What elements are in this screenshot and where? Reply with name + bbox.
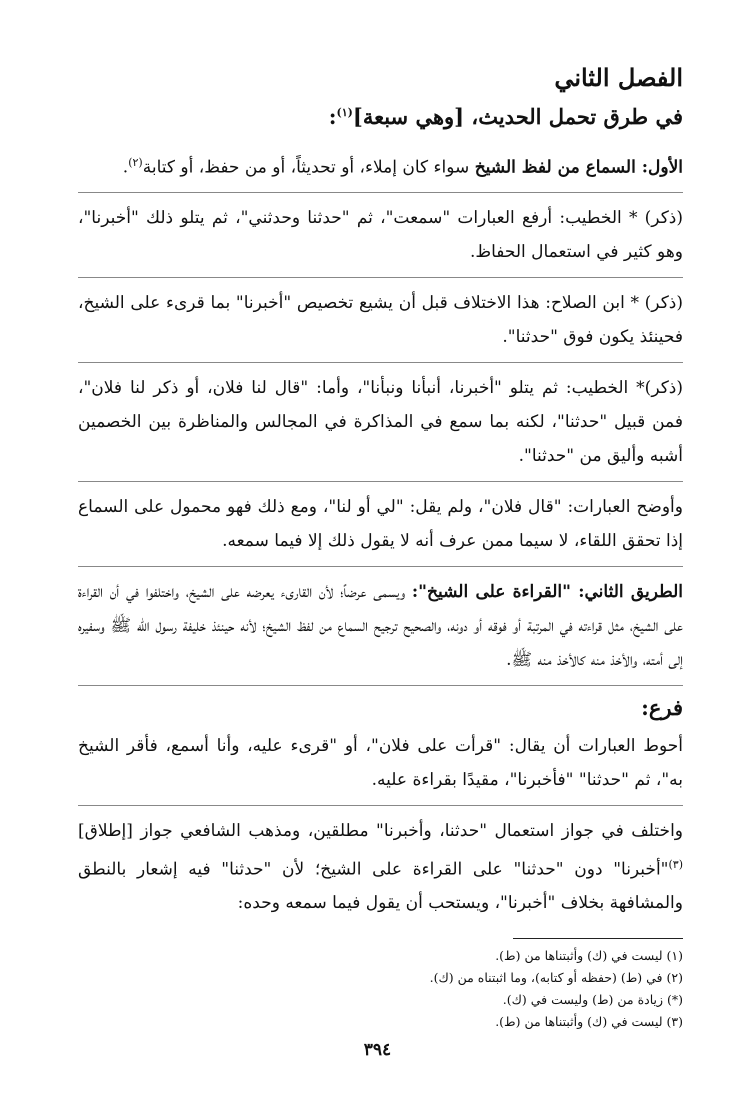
paragraph-disagreement — [78, 814, 683, 921]
footnote-ref-2: (٢) — [128, 155, 143, 169]
section-divider — [78, 805, 683, 806]
section-divider — [78, 192, 683, 193]
branch-title: فرع: — [641, 695, 683, 721]
paragraph-text: واختلف في جواز استعمال "حدثنا، وأخبرنا" مطلقين، ومذهب الشافعي جواز [إطلاق] — [78, 820, 683, 841]
paragraph-clearest-phrases: وأوضح العبارات: "قال فلان"، ولم يقل: "لي أو لنا"، ومع ذلك فهو محمول على السماع إذا تحقق اللقاء، لا سيما ممن عرف أنه لا يقول ذلك إلا فيما سمعه. — [78, 497, 683, 552]
paragraph-khatib-2: (ذكر)* الخطيب: ثم يتلو "أخبرنا، أنبأنا ونبأنا"، وأما: "قال لنا فلان، أو ذكر لنا فلان"، فمن قبيل "حدثنا"، لكنه بما سمع في المذاكرة في المجالس والمناظرة بين الخصمين أشبه وأليق من "حدثنا". — [78, 378, 683, 467]
paragraph-khatib-1: (ذكر) * الخطيب: أرفع العبارات "سمعت"، ثم "حدثنا وحدثني"، ثم يتلو ذلك "أخبرنا"، وهو كثير في استعمال الحفاظ. — [78, 208, 683, 263]
page-number: ٣٩٤ — [363, 1040, 392, 1060]
section-divider — [78, 481, 683, 482]
paragraph-text: "أخبرنا" دون "حدثنا" على القراءة على الشيخ؛ لأن "حدثنا" فيه إشعار بالنطق والمشافهة بخلاف "أخبرنا"، ويستحب أن يقول فيما سمعه وحده: — [78, 859, 683, 914]
footnote: (٢) في (ط) (حفظه أو كتابه)، وما اثبتناه من (ك). — [429, 970, 683, 986]
section-divider — [78, 362, 683, 363]
paragraph-first-method — [78, 146, 683, 185]
paragraph-second-method — [78, 575, 683, 677]
subtitle-end: : — [328, 104, 337, 130]
paragraph-lead: الطريق الثاني: "القراءة على الشيخ": — [411, 582, 683, 603]
footnote: (*) زيادة من (ط) وليست في (ك). — [502, 992, 683, 1008]
footnote-ref-1: (١) — [336, 106, 353, 120]
section-divider — [78, 685, 683, 686]
section-divider — [78, 566, 683, 567]
paragraph-safest-phrases: أحوط العبارات أن يقال: "قرأت على فلان"، أو "قرىء عليه، وأنا أسمع، فأقر الشيخ به"، ثم "حدثنا" "فأخبرنا"، مقيدًا بقراءة عليه. — [78, 735, 683, 790]
footnotes — [78, 945, 683, 1033]
paragraph-end: . — [122, 157, 129, 178]
footnote-ref-3: (٣) — [668, 857, 683, 871]
footnote-rule — [513, 938, 683, 939]
paragraph-text: سواء كان إملاء، أو تحديثاً، أو من حفظ، أو كتابة — [142, 157, 475, 178]
section-divider — [78, 277, 683, 278]
paragraph-ibn-salah: (ذكر) * ابن الصلاح: هذا الاختلاف قبل أن يشيع تخصيص "أخبرنا" بما قرىء على الشيخ، فحينئذ يكون فوق "حدثنا". — [78, 293, 683, 348]
footnote: (٣) ليست في (ك) وأثبتناها من (ط). — [495, 1014, 683, 1030]
paragraph-lead: الأول: السماع من لفظ الشيخ — [474, 157, 683, 178]
section-subtitle — [78, 103, 683, 131]
paragraph-text: ويسمى عرضاً؛ لأن القارىء يعرضه على الشيخ، واختلفوا في أن القراءة على الشيخ، مثل قراءته في المرتبة أو فوقه أو دونه، والصحيح ترجيح السماع من لفظ الشيخ؛ لأنه حينئذ خليفة رسول الله ﷺ وسفيره إلى أمته، والأخذ منه كالأخذ منه ﷺ. — [78, 582, 683, 671]
subtitle-text: في طرق تحمل الحديث، [وهي سبعة] — [352, 104, 683, 130]
chapter-title: الفصل الثاني — [554, 63, 683, 92]
footnote: (١) ليست في (ك) وأثبتناها من (ط). — [495, 948, 683, 964]
